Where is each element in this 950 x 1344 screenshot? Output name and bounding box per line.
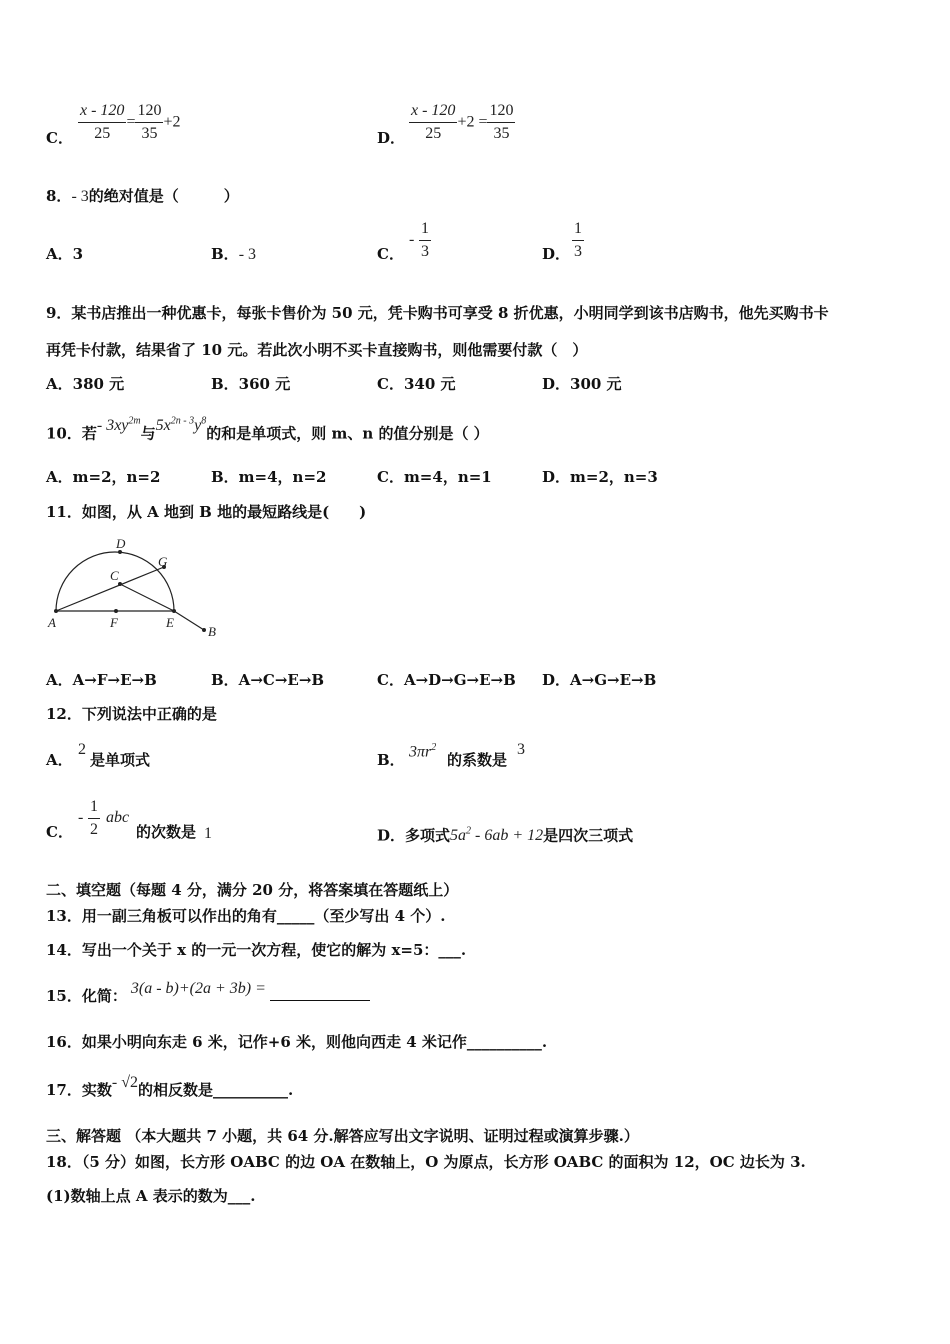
q12-c-fraction: $\frac{1}{2}$ bbox=[90, 798, 98, 838]
q18-part1: (1)数轴上点 A 表示的数为___. bbox=[46, 1187, 256, 1205]
q11-label-d: D bbox=[116, 536, 126, 551]
q7-c-equals: = bbox=[126, 113, 136, 131]
q10-stem: 10．若- $3xy^{2m}$与$5x^{2n - 3}y^8$的和是单项式，则 m、n 的值分别是（ ） bbox=[46, 416, 489, 443]
q7-d-rhs-fraction: $\frac{120}{35}$ bbox=[489, 102, 514, 142]
q9-line2: 再凭卡付款，结果省了 10 元。若此次小明不买卡直接购书，则他需要付款（ ） bbox=[46, 341, 588, 359]
q7-d-mid: +2 = bbox=[457, 113, 488, 131]
q9-option-c: C．340 元 bbox=[377, 375, 456, 393]
q12-d-expr: $5a^2 - 6ab + 12$ bbox=[450, 826, 544, 845]
q8-option-b: B．- 3 bbox=[211, 245, 257, 263]
q18: 18．（5 分）如图，长方形 OABC 的边 OA 在数轴上，O 为原点，长方形 OABC 的面积为 12，OC 边长为 3. bbox=[46, 1153, 806, 1171]
q11-option-b: B．A→C→E→B bbox=[211, 671, 325, 689]
q11-point-e bbox=[172, 609, 176, 613]
q15-expr: 3(a - b)+(2a + 3b) = bbox=[130, 980, 266, 997]
q7-c-lhs-fraction: $\frac{x - 120}{25}$ bbox=[80, 102, 125, 142]
q9-option-a: A．380 元 bbox=[46, 375, 125, 393]
q12-option-d: D．多项式$5a^2 - 6ab + 12$是四次三项式 bbox=[377, 826, 634, 845]
q11-label-f: F bbox=[110, 615, 118, 630]
q12-stem: 12．下列说法中正确的是 bbox=[46, 705, 217, 723]
q11-label-c: C bbox=[110, 568, 119, 583]
q11-option-d: D．A→G→E→B bbox=[542, 671, 657, 689]
q7-d-lhs-fraction: $\frac{x - 120}{25}$ bbox=[411, 102, 456, 142]
q10-option-c: C．m=4，n=1 bbox=[377, 468, 492, 486]
q8-b-value: - 3 bbox=[238, 246, 257, 263]
q11-stem: 11．如图，从 A 地到 B 地的最短路线是( ) bbox=[46, 503, 367, 521]
q11-option-a: A．A→F→E→B bbox=[46, 671, 157, 689]
q8-expr: - 3 bbox=[71, 188, 89, 205]
q12-c-degree: 1 bbox=[204, 825, 212, 842]
q14: 14．写出一个关于 x 的一元一次方程，使它的解为 x=5：___. bbox=[46, 941, 467, 959]
q8-text: 的绝对值是（ ） bbox=[88, 187, 239, 205]
q8-number: 8． bbox=[46, 187, 72, 205]
q15-answer-blank[interactable] bbox=[270, 986, 370, 1001]
q11-label-e: E bbox=[166, 615, 174, 630]
q12-b-expr: $3\pi r^2$ bbox=[409, 742, 437, 761]
q15: 15．化简： 3(a - b)+(2a + 3b) = bbox=[46, 986, 370, 1007]
q9-option-b: B．360 元 bbox=[211, 375, 291, 393]
q10-term2: $5x^{2n - 3}y^8$ bbox=[155, 416, 207, 435]
q9-line1: 9．某书店推出一种优惠卡，每张卡售价为 50 元，凭卡购书可享受 8 折优惠，小明同学到该书店购书，他先买购书卡 bbox=[46, 304, 829, 322]
q7-c-rhs-fraction: $\frac{120}{35}$ bbox=[137, 102, 162, 142]
q8-stem bbox=[46, 186, 239, 207]
q8-c-fraction: $\frac{1}{3}$ bbox=[421, 220, 429, 260]
section2-heading: 二、填空题（每题 4 分，满分 20 分，将答案填在答题纸上） bbox=[46, 881, 459, 899]
q10-option-d: D．m=2，n=3 bbox=[542, 468, 658, 486]
q8-d-fraction: $\frac{1}{3}$ bbox=[574, 220, 582, 260]
q10-term1: - $3xy^{2m}$ bbox=[96, 416, 141, 435]
q11-line-eb bbox=[174, 611, 204, 630]
q12-c-var: abc bbox=[106, 809, 130, 826]
q8-c-sign: - bbox=[409, 231, 415, 248]
q16: 16．如果小明向东走 6 米，记作+6 米，则他向西走 4 米记作__________. bbox=[46, 1033, 548, 1051]
q11-label-b: B bbox=[208, 624, 216, 639]
q10-option-b: B．m=4，n=2 bbox=[211, 468, 327, 486]
q7-d-label: D． bbox=[377, 129, 406, 147]
q11-point-b bbox=[202, 628, 206, 632]
q10-option-a: A．m=2，n=2 bbox=[46, 468, 161, 486]
q11-point-f bbox=[114, 609, 118, 613]
q11-label-g: G bbox=[158, 554, 168, 569]
q17: 17．实数- √2的相反数是__________. bbox=[46, 1074, 294, 1099]
q8-option-a: A．3 bbox=[46, 245, 84, 263]
q12-b-coef: 3 bbox=[517, 741, 525, 758]
q11-point-a bbox=[54, 609, 58, 613]
q11-option-c: C．A→D→G→E→B bbox=[377, 671, 516, 689]
q9-option-d: D．300 元 bbox=[542, 375, 622, 393]
q11-label-a: A bbox=[48, 615, 56, 630]
q11-line-ce bbox=[120, 584, 174, 611]
q7-c-tail: +2 bbox=[163, 113, 181, 131]
q17-expr: - √2 bbox=[111, 1074, 138, 1091]
q13: 13．用一副三角板可以作出的角有_____（至少写出 4 个）. bbox=[46, 907, 446, 925]
q7-c-label: C． bbox=[46, 129, 73, 147]
q12-a-value: 2 bbox=[78, 741, 86, 758]
q11-diagram bbox=[40, 532, 240, 642]
section3-heading: 三、解答题 （本大题共 7 小题，共 64 分.解答应写出文字说明、证明过程或演算步骤.） bbox=[46, 1127, 639, 1145]
